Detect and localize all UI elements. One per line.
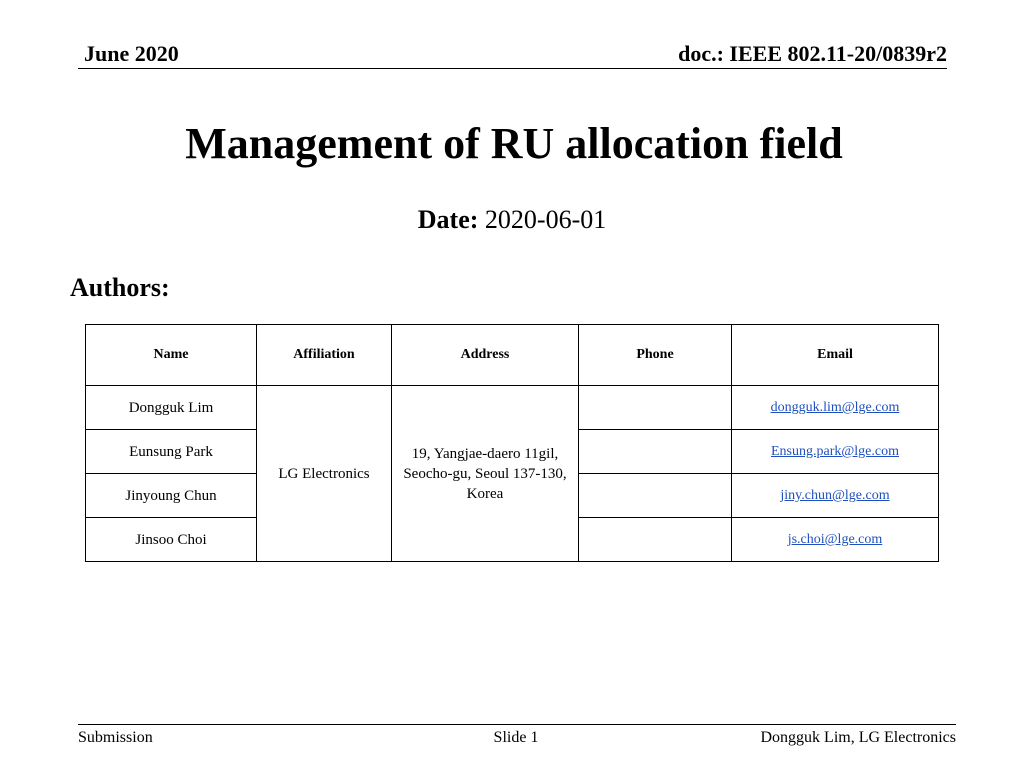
table-header-row bbox=[86, 325, 939, 386]
column-header-address: Address bbox=[392, 325, 579, 386]
header-doc-number: doc.: IEEE 802.11-20/0839r2 bbox=[678, 41, 947, 66]
author-affiliation: LG Electronics bbox=[257, 386, 392, 562]
author-name: Eunsung Park bbox=[86, 430, 257, 474]
header-divider bbox=[78, 68, 947, 69]
author-name: Jinyoung Chun bbox=[86, 474, 257, 518]
column-header-email: Email bbox=[732, 325, 939, 386]
author-email-cell bbox=[732, 386, 939, 430]
author-name: Dongguk Lim bbox=[86, 386, 257, 430]
footer-author: Dongguk Lim, LG Electronics bbox=[760, 729, 956, 746]
authors-table bbox=[85, 324, 939, 562]
header-date: June 2020 bbox=[84, 41, 179, 66]
column-header-affiliation: Affiliation bbox=[257, 325, 392, 386]
author-email-cell bbox=[732, 430, 939, 474]
author-email-cell bbox=[732, 518, 939, 562]
footer-submission: Submission bbox=[78, 729, 153, 746]
author-email-cell bbox=[732, 474, 939, 518]
author-email-link[interactable]: dongguk.lim@lge.com bbox=[770, 400, 900, 415]
date-line bbox=[0, 204, 1024, 236]
author-address: 19, Yangjae-daero 11gil, Seocho-gu, Seoul 137-130, Korea bbox=[392, 386, 579, 562]
author-phone bbox=[579, 430, 732, 474]
date-value: 2020-06-01 bbox=[484, 205, 607, 234]
date-label: Date: bbox=[417, 205, 479, 234]
footer-divider bbox=[78, 724, 956, 725]
authors-heading: Authors: bbox=[70, 273, 170, 302]
author-phone bbox=[579, 386, 732, 430]
footer-slide-number: Slide 1 bbox=[493, 729, 539, 746]
author-phone bbox=[579, 474, 732, 518]
author-email-link[interactable]: js.choi@lge.com bbox=[787, 532, 883, 547]
slide-title: Management of RU allocation field bbox=[185, 119, 843, 168]
column-header-phone: Phone bbox=[579, 325, 732, 386]
author-name: Jinsoo Choi bbox=[86, 518, 257, 562]
table-row bbox=[86, 386, 939, 430]
column-header-name: Name bbox=[86, 325, 257, 386]
author-phone bbox=[579, 518, 732, 562]
author-email-link[interactable]: jiny.chun@lge.com bbox=[780, 488, 890, 503]
author-email-link[interactable]: Ensung.park@lge.com bbox=[771, 444, 899, 459]
